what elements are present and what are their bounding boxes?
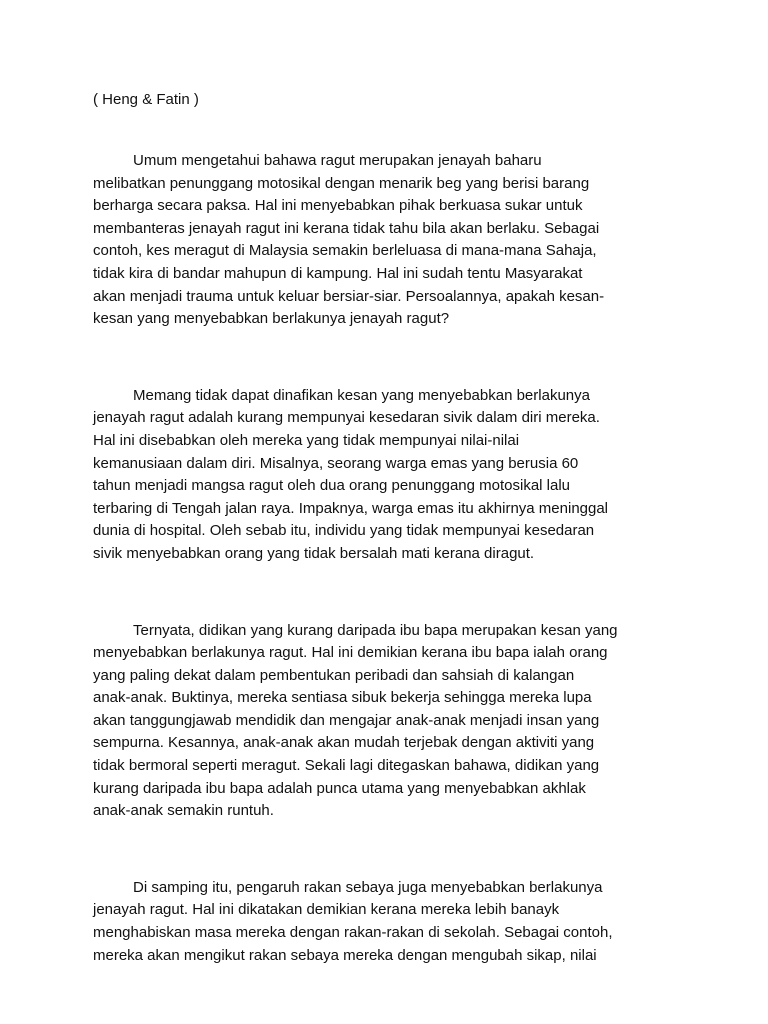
author-line: ( Heng & Fatin ) (93, 91, 199, 108)
text-line: membanteras jenayah ragut ini kerana tidak tahu bila akan berlaku. Sebagai (93, 219, 600, 237)
paragraph-4 (93, 877, 673, 967)
text-line: kesan yang menyebabkan berlakunya jenayah ragut? (93, 310, 450, 328)
text-line: anak-anak semakin runtuh. (93, 802, 274, 820)
text-line: contoh, kes meragut di Malaysia semakin berleluasa di mana-mana Sahaja, (93, 242, 597, 260)
text-line: tidak bermoral seperti meragut. Sekali lagi ditegaskan bahawa, didikan yang (93, 757, 600, 775)
text-line: anak-anak. Buktinya, mereka sentiasa sibuk bekerja sehingga mereka lupa (93, 689, 592, 707)
text-line: Di samping itu, pengaruh rakan sebaya juga menyebabkan berlakunya (133, 878, 603, 896)
text-line: tahun menjadi mangsa ragut oleh dua orang penunggang motosikal lalu (93, 477, 571, 495)
text-line: menyebabkan berlakunya ragut. Hal ini demikian kerana ibu bapa ialah orang (93, 644, 608, 662)
paragraph-2 (93, 385, 673, 566)
paragraph-1 (93, 150, 673, 331)
text-line: akan menjadi trauma untuk keluar bersiar-siar. Persoalannya, apakah kesan- (93, 287, 605, 305)
text-line: terbaring di Tengah jalan raya. Impaknya, warga emas itu akhirnya meninggal (93, 499, 609, 517)
text-line: akan tanggungjawab mendidik dan mengajar anak-anak menjadi insan yang (93, 711, 600, 729)
essay-body (93, 150, 673, 1021)
text-line: Umum mengetahui bahawa ragut merupakan jenayah baharu (133, 152, 542, 169)
text-line: menghabiskan masa mereka dengan rakan-rakan di sekolah. Sebagai contoh, (93, 924, 613, 942)
text-line: sempurna. Kesannya, anak-anak akan mudah terjebak dengan aktiviti yang (93, 734, 595, 752)
text-line: melibatkan penunggang motosikal dengan menarik beg yang berisi barang (93, 174, 590, 192)
text-line: Memang tidak dapat dinafikan kesan yang menyebabkan berlakunya (133, 386, 590, 404)
text-line: kemanusiaan dalam diri. Misalnya, seorang warga emas yang berusia 60 (93, 454, 579, 472)
paragraph-3 (93, 620, 673, 823)
text-line: sivik menyebabkan orang yang tidak bersalah mati kerana diragut. (93, 544, 535, 562)
text-line: kurang daripada ibu bapa adalah punca utama yang menyebabkan akhlak (93, 779, 586, 797)
text-line: jenayah ragut. Hal ini dikatakan demikian kerana mereka lebih banayk (93, 901, 560, 919)
text-line: Ternyata, didikan yang kurang daripada ibu bapa merupakan kesan yang (133, 621, 618, 639)
text-line: yang paling dekat dalam pembentukan peribadi dan sahsiah di kalangan (93, 666, 575, 684)
text-line: tidak kira di bandar mahupun di kampung. Hal ini sudah tentu Masyarakat (93, 264, 583, 282)
text-line: jenayah ragut adalah kurang mempunyai kesedaran sivik dalam diri mereka. (93, 409, 600, 427)
text-line: mereka akan mengikut rakan sebaya mereka dengan mengubah sikap, nilai (93, 946, 597, 964)
text-line: berharga secara paksa. Hal ini menyebabkan pihak berkuasa sukar untuk (93, 197, 583, 215)
text-line: Hal ini disebabkan oleh mereka yang tidak mempunyai nilai-nilai (93, 431, 520, 449)
text-line: dunia di hospital. Oleh sebab itu, individu yang tidak mempunyai kesedaran (93, 522, 595, 540)
